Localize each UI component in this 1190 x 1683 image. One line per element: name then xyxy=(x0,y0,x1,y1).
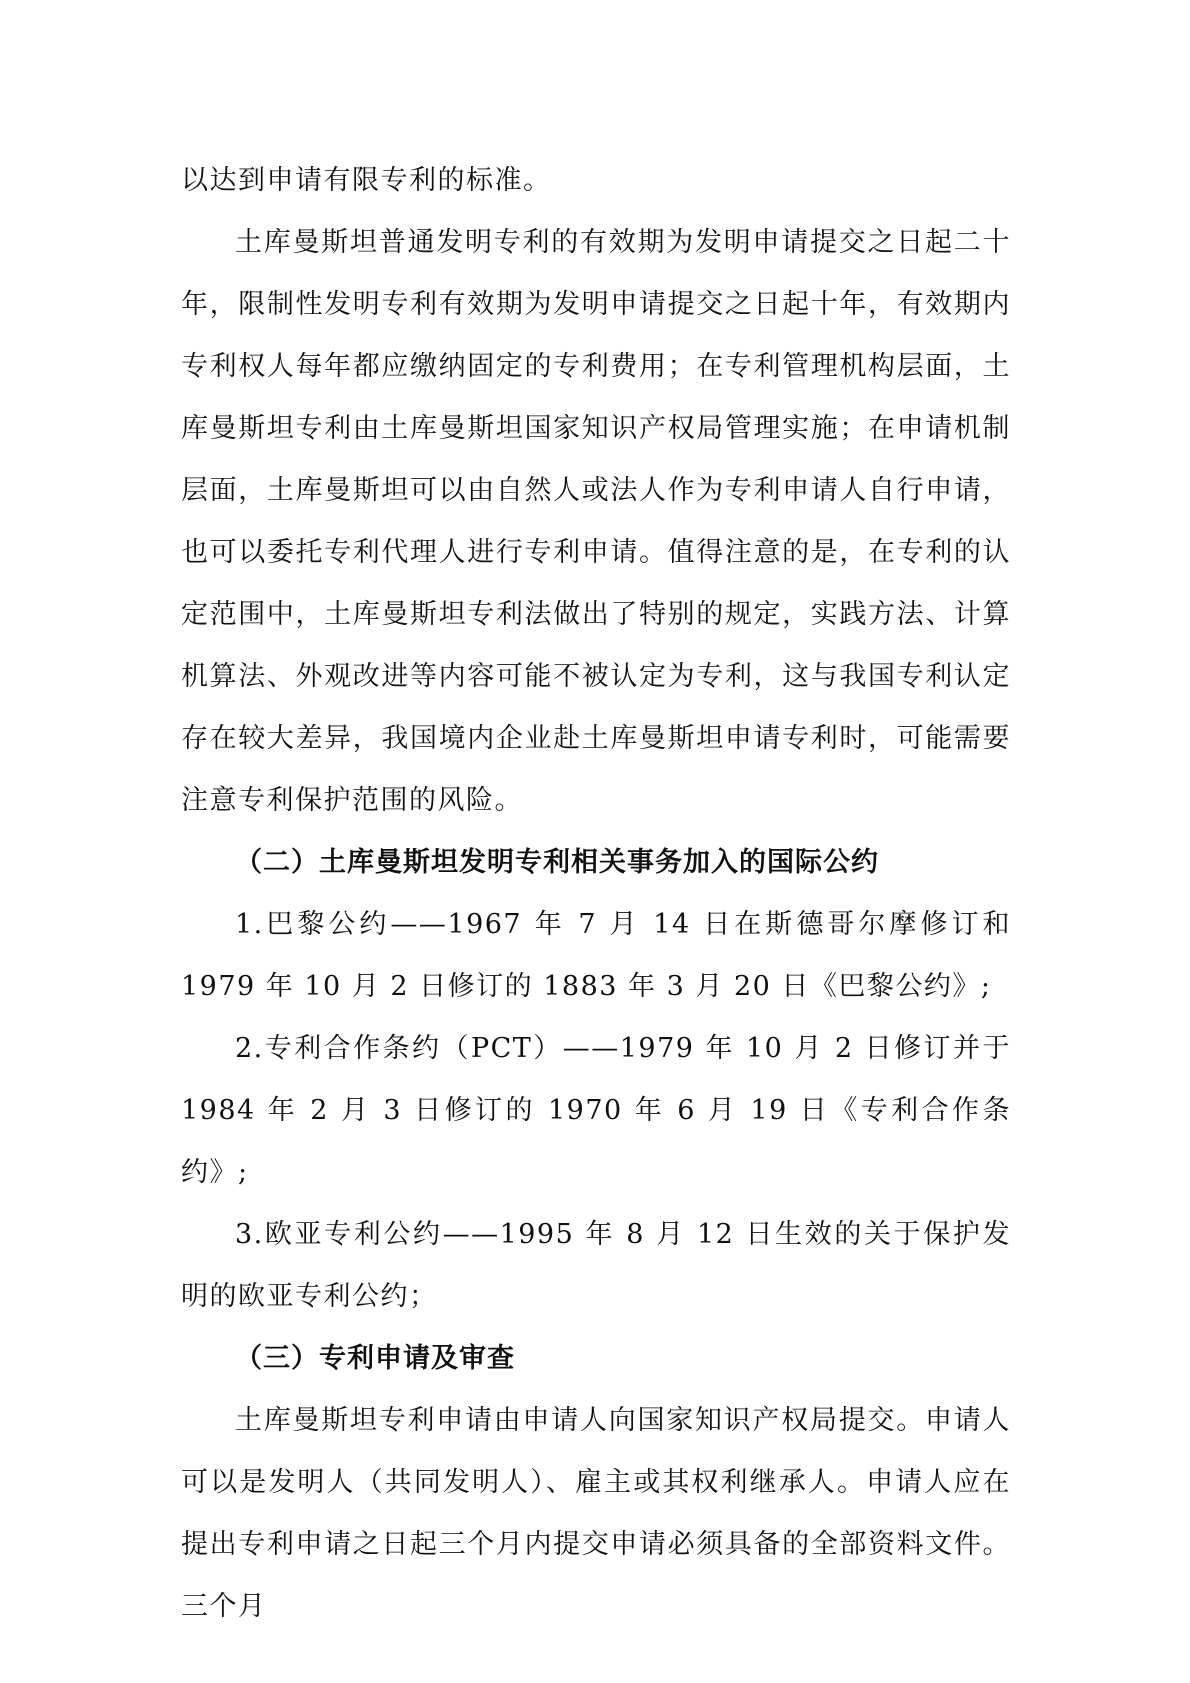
paragraph-continuation: 以达到申请有限专利的标准。 xyxy=(181,165,552,196)
paragraph-pct: 2.专利合作条约（PCT）——1979 年 10 月 2 日修订并于 1984 年 2 月 3 日修订的 1970 年 6 月 19 日《专利合作条约》; xyxy=(181,1033,1011,1188)
paragraph-paris-convention: 1.巴黎公约——1967 年 7 月 14 日在斯德哥尔摩修订和 1979 年 10 月 2 日修订的 1883 年 3 月 20 日《巴黎公约》; xyxy=(181,909,1011,1002)
section-heading-international-conventions: （二）土库曼斯坦发明专利相关事务加入的国际公约 xyxy=(235,847,879,878)
paragraph-eurasian-convention: 3.欧亚专利公约——1995 年 8 月 12 日生效的关于保护发明的欧亚专利公约； xyxy=(181,1219,1011,1312)
document-page xyxy=(181,150,1011,1638)
paragraph-application-process: 土库曼斯坦专利申请由申请人向国家知识产权局提交。申请人可以是发明人（共同发明人）、雇主或其权利继承人。申请人应在提出专利申请之日起三个月内提交申请必须具备的全部资料文件。三个月 xyxy=(181,1405,1011,1622)
section-heading-application-examination: （三）专利申请及审查 xyxy=(235,1343,515,1374)
paragraph-patent-validity: 土库曼斯坦普通发明专利的有效期为发明申请提交之日起二十年，限制性发明专利有效期为发明申请提交之日起十年，有效期内专利权人每年都应缴纳固定的专利费用；在专利管理机构层面，土库曼斯坦专利由土库曼斯坦国家知识产权局管理实施；在申请机制层面，土库曼斯坦可以由自然人或法人作为专利申请人自行申请，也可以委托专利代理人进行专利申请。值得注意的是，在专利的认定范围中，土库曼斯坦专利法做出了特别的规定，实践方法、计算机算法、外观改进等内容可能不被认定为专利，这与我国专利认定存在较大差异，我国境内企业赴土库曼斯坦申请专利时，可能需要注意专利保护范围的风险。 xyxy=(181,227,1011,816)
